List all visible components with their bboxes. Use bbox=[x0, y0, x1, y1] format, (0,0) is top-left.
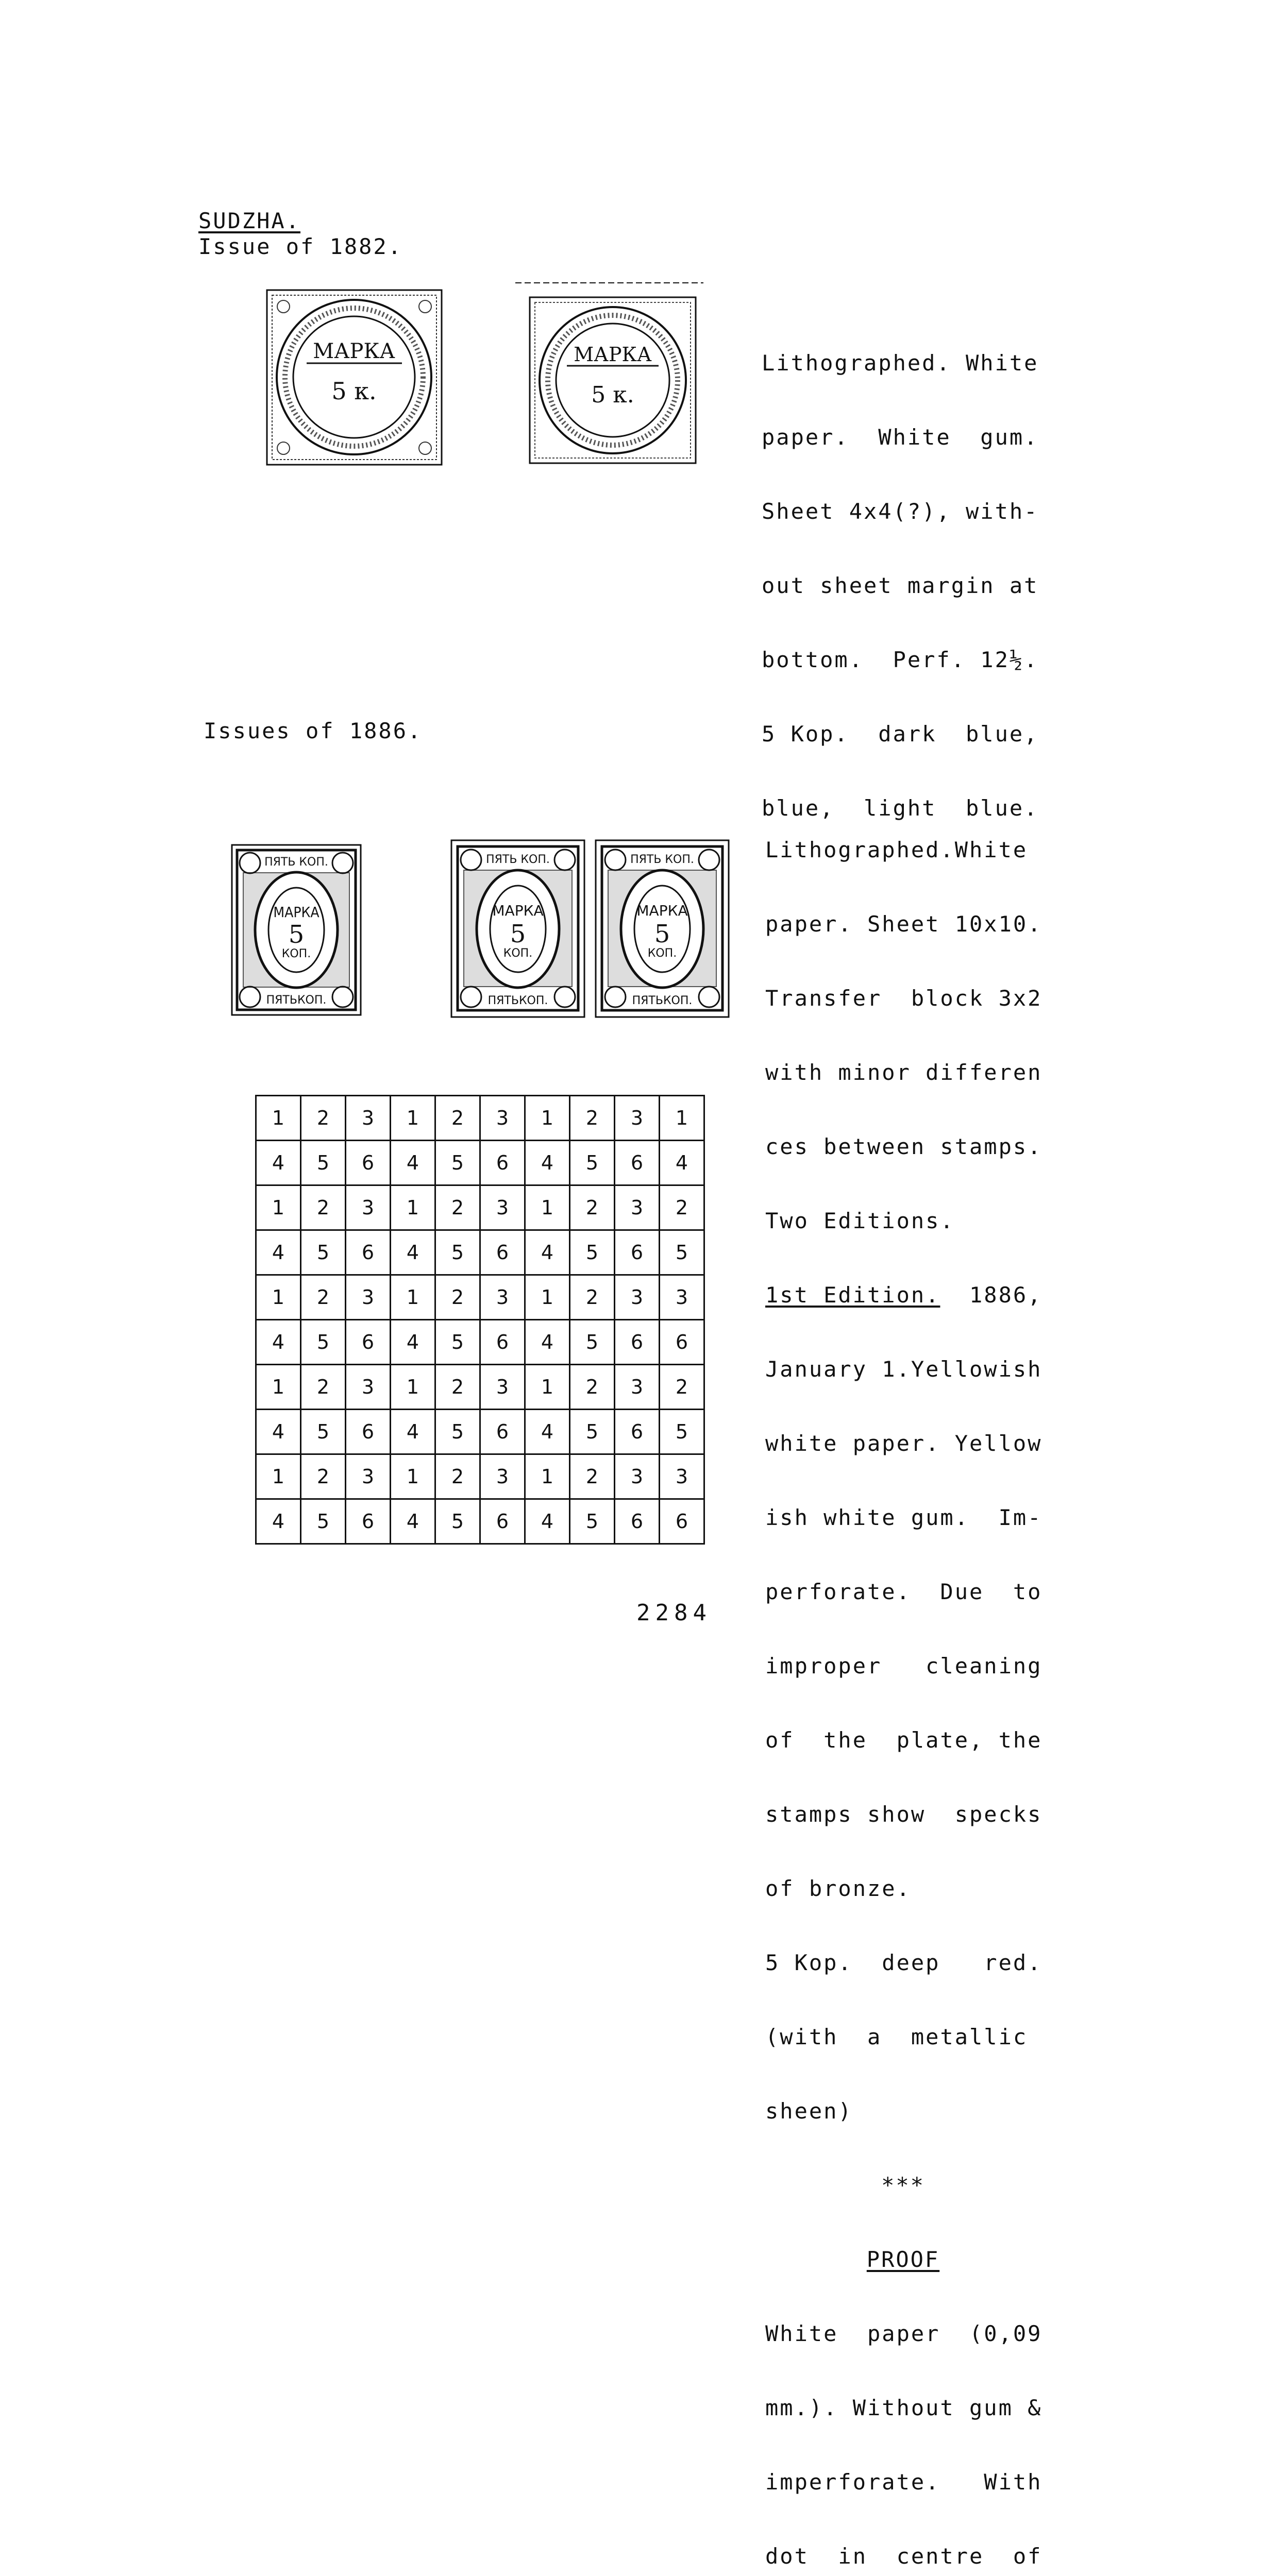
grid-cell: 5 bbox=[570, 1320, 615, 1365]
grid-row bbox=[256, 1320, 704, 1365]
grid-cell: 1 bbox=[660, 1096, 704, 1141]
grid-row bbox=[256, 1365, 704, 1410]
grid-cell: 5 bbox=[570, 1141, 615, 1185]
grid-cell: 3 bbox=[346, 1096, 391, 1141]
svg-text:ПЯТЬ КОП.: ПЯТЬ КОП. bbox=[630, 853, 694, 866]
grid-row bbox=[256, 1499, 704, 1544]
stamp-value: 5 к. bbox=[331, 377, 377, 405]
grid-cell: 2 bbox=[570, 1454, 615, 1499]
grid-cell: 2 bbox=[435, 1275, 480, 1320]
grid-cell: 5 bbox=[301, 1410, 346, 1454]
grid-cell: 4 bbox=[391, 1499, 435, 1544]
svg-text:ПЯТЬ КОП.: ПЯТЬ КОП. bbox=[486, 853, 550, 866]
grid-cell: 1 bbox=[256, 1185, 301, 1230]
grid-cell: 2 bbox=[301, 1365, 346, 1410]
grid-cell: 2 bbox=[301, 1185, 346, 1230]
grid-cell: 1 bbox=[256, 1365, 301, 1410]
stamp-word: МАРКА bbox=[313, 340, 395, 363]
grid-cell: 6 bbox=[615, 1320, 660, 1365]
grid-cell: 2 bbox=[435, 1185, 480, 1230]
grid-cell: 6 bbox=[480, 1320, 525, 1365]
svg-text:КОП.: КОП. bbox=[647, 947, 677, 960]
place-heading: SUDZHA. bbox=[198, 208, 301, 233]
grid-cell: 2 bbox=[301, 1096, 346, 1141]
grid-cell: 3 bbox=[480, 1185, 525, 1230]
grid-cell: 3 bbox=[480, 1365, 525, 1410]
grid-cell: 2 bbox=[570, 1365, 615, 1410]
grid-cell: 5 bbox=[435, 1320, 480, 1365]
svg-text:5: 5 bbox=[510, 920, 526, 948]
stamp-1886-pair-right bbox=[593, 837, 732, 1020]
grid-cell: 4 bbox=[525, 1141, 570, 1185]
grid-cell: 1 bbox=[525, 1454, 570, 1499]
grid-cell: 5 bbox=[660, 1230, 704, 1275]
grid-cell: 5 bbox=[435, 1230, 480, 1275]
grid-cell: 1 bbox=[256, 1275, 301, 1320]
grid-cell: 4 bbox=[391, 1230, 435, 1275]
grid-cell: 1 bbox=[525, 1275, 570, 1320]
grid-cell: 5 bbox=[570, 1499, 615, 1544]
grid-cell: 5 bbox=[435, 1141, 480, 1185]
grid-cell: 4 bbox=[256, 1230, 301, 1275]
grid-cell: 2 bbox=[301, 1275, 346, 1320]
grid-row bbox=[256, 1230, 704, 1275]
grid-row bbox=[256, 1410, 704, 1454]
svg-text:5: 5 bbox=[288, 920, 305, 949]
svg-text:МАРКА: МАРКА bbox=[636, 902, 688, 919]
grid-cell: 3 bbox=[346, 1275, 391, 1320]
grid-cell: 6 bbox=[480, 1230, 525, 1275]
grid-cell: 3 bbox=[346, 1185, 391, 1230]
grid-cell: 5 bbox=[435, 1499, 480, 1544]
grid-cell: 6 bbox=[615, 1141, 660, 1185]
grid-row bbox=[256, 1141, 704, 1185]
first-edition-label: 1st Edition. bbox=[765, 1282, 940, 1308]
stamp-word: МАРКА bbox=[574, 343, 652, 366]
svg-text:ПЯТЬКОП.: ПЯТЬКОП. bbox=[487, 994, 548, 1007]
grid-cell: 4 bbox=[256, 1410, 301, 1454]
grid-cell: 2 bbox=[570, 1275, 615, 1320]
grid-cell: 6 bbox=[615, 1499, 660, 1544]
issue-1886-description: Lithographed.White paper. Sheet 10x10. Transfer block 3x2 with minor differen ces between stamps. Two Editions. 1st Edition. 1886, January 1.Yellowish white paper. Yellow ish white gum. Im- perforate. Due to improper cleaning of the plate, the stamps show specks of bronze. 5 Kop. deep red. (with a metallic sheen) *** PROOF White paper (0,09 mm.). Without gum & imperforate. With dot in centre of bbox=[765, 837, 1042, 2569]
issue-1882-description: Lithographed. White paper. White gum. Sheet 4x4(?), with- out sheet margin at bottom. Perf. 12½. 5 Kop. dark blue, blue, light blue. bbox=[762, 350, 1039, 821]
grid-cell: 6 bbox=[660, 1320, 704, 1365]
grid-cell: 4 bbox=[660, 1141, 704, 1185]
grid-cell: 1 bbox=[391, 1096, 435, 1141]
grid-cell: 3 bbox=[346, 1454, 391, 1499]
grid-cell: 4 bbox=[256, 1320, 301, 1365]
grid-cell: 5 bbox=[660, 1410, 704, 1454]
grid-cell: 1 bbox=[525, 1096, 570, 1141]
grid-cell: 6 bbox=[346, 1410, 391, 1454]
grid-cell: 6 bbox=[346, 1499, 391, 1544]
grid-cell: 4 bbox=[525, 1499, 570, 1544]
stamp-1882-right bbox=[515, 281, 703, 474]
plate-layout-grid bbox=[255, 1095, 705, 1545]
grid-row bbox=[256, 1185, 704, 1230]
grid-cell: 5 bbox=[301, 1320, 346, 1365]
grid-cell: 3 bbox=[480, 1454, 525, 1499]
grid-cell: 6 bbox=[615, 1230, 660, 1275]
grid-cell: 2 bbox=[570, 1096, 615, 1141]
grid-cell: 3 bbox=[346, 1365, 391, 1410]
grid-cell: 1 bbox=[391, 1275, 435, 1320]
grid-cell: 2 bbox=[435, 1365, 480, 1410]
page-number: 2284 bbox=[636, 1600, 712, 1626]
grid-cell: 4 bbox=[256, 1141, 301, 1185]
grid-cell: 1 bbox=[256, 1096, 301, 1141]
grid-cell: 3 bbox=[615, 1365, 660, 1410]
grid-cell: 1 bbox=[391, 1185, 435, 1230]
grid-cell: 5 bbox=[570, 1410, 615, 1454]
grid-cell: 4 bbox=[525, 1410, 570, 1454]
grid-cell: 3 bbox=[660, 1275, 704, 1320]
grid-cell: 6 bbox=[346, 1320, 391, 1365]
svg-text:КОП.: КОП. bbox=[281, 947, 311, 960]
grid-cell: 6 bbox=[480, 1410, 525, 1454]
grid-cell: 6 bbox=[615, 1410, 660, 1454]
svg-text:ПЯТЬКОП.: ПЯТЬКОП. bbox=[266, 994, 327, 1007]
grid-cell: 1 bbox=[391, 1365, 435, 1410]
grid-cell: 6 bbox=[346, 1141, 391, 1185]
grid-cell: 1 bbox=[525, 1365, 570, 1410]
grid-cell: 5 bbox=[301, 1141, 346, 1185]
grid-row bbox=[256, 1275, 704, 1320]
grid-cell: 2 bbox=[660, 1365, 704, 1410]
grid-cell: 5 bbox=[301, 1499, 346, 1544]
separator: *** bbox=[881, 2173, 925, 2198]
svg-text:ПЯТЬ КОП.: ПЯТЬ КОП. bbox=[264, 856, 328, 869]
svg-text:МАРКА: МАРКА bbox=[273, 904, 320, 921]
grid-cell: 2 bbox=[435, 1096, 480, 1141]
grid-cell: 3 bbox=[480, 1096, 525, 1141]
grid-cell: 1 bbox=[256, 1454, 301, 1499]
grid-cell: 2 bbox=[301, 1454, 346, 1499]
grid-cell: 2 bbox=[435, 1454, 480, 1499]
grid-cell: 5 bbox=[435, 1410, 480, 1454]
grid-cell: 6 bbox=[346, 1230, 391, 1275]
grid-cell: 4 bbox=[391, 1141, 435, 1185]
grid-cell: 3 bbox=[480, 1275, 525, 1320]
grid-cell: 4 bbox=[525, 1230, 570, 1275]
grid-cell: 3 bbox=[615, 1275, 660, 1320]
grid-cell: 5 bbox=[570, 1230, 615, 1275]
grid-row bbox=[256, 1454, 704, 1499]
grid-cell: 2 bbox=[660, 1185, 704, 1230]
grid-cell: 4 bbox=[391, 1410, 435, 1454]
grid-row bbox=[256, 1096, 704, 1141]
proof-heading: PROOF bbox=[866, 2247, 940, 2272]
grid-cell: 4 bbox=[391, 1320, 435, 1365]
svg-text:МАРКА: МАРКА bbox=[492, 902, 544, 919]
grid-cell: 1 bbox=[391, 1454, 435, 1499]
grid-cell: 3 bbox=[615, 1096, 660, 1141]
svg-text:ПЯТЬКОП.: ПЯТЬКОП. bbox=[632, 994, 693, 1007]
svg-text:КОП.: КОП. bbox=[503, 947, 533, 960]
stamp-value: 5 к. bbox=[591, 382, 634, 408]
grid-cell: 1 bbox=[525, 1185, 570, 1230]
issue-1882-heading: Issue of 1882. bbox=[198, 234, 403, 259]
grid-cell: 3 bbox=[615, 1185, 660, 1230]
grid-cell: 6 bbox=[660, 1499, 704, 1544]
grid-cell: 6 bbox=[480, 1499, 525, 1544]
stamp-1882-left bbox=[263, 286, 446, 469]
grid-cell: 4 bbox=[256, 1499, 301, 1544]
issues-1886-heading: Issues of 1886. bbox=[204, 718, 423, 743]
grid-cell: 3 bbox=[615, 1454, 660, 1499]
grid-cell: 5 bbox=[301, 1230, 346, 1275]
svg-text:5: 5 bbox=[654, 920, 670, 948]
grid-cell: 3 bbox=[660, 1454, 704, 1499]
grid-cell: 6 bbox=[480, 1141, 525, 1185]
grid-cell: 2 bbox=[570, 1185, 615, 1230]
stamp-1886-pair-left bbox=[448, 837, 587, 1020]
grid-cell: 4 bbox=[525, 1320, 570, 1365]
stamp-1886-single bbox=[227, 840, 366, 1020]
